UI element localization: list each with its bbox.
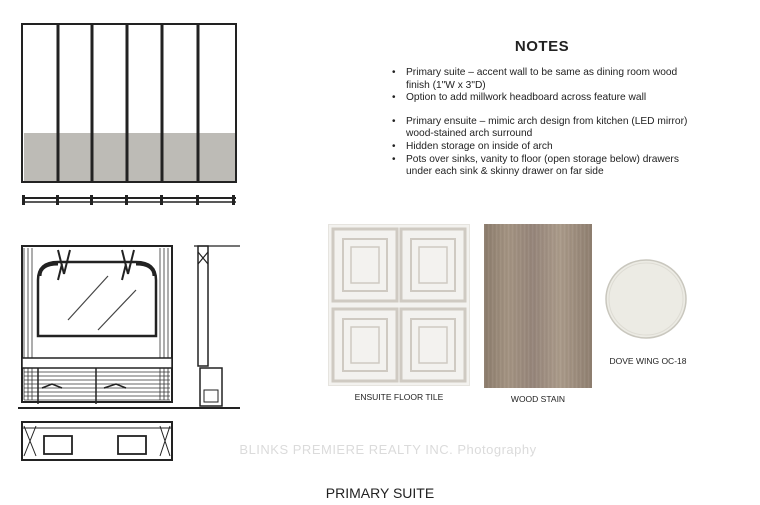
note-item: • Primary suite – accent wall to be same as dining room wood finish (1"W x 3"D) [406, 67, 692, 92]
paint-caption: DOVE WING OC-18 [609, 356, 687, 366]
note-item: • Hidden storage on inside of arch [406, 141, 692, 154]
page-title: PRIMARY SUITE [325, 485, 435, 501]
tile-caption: ENSUITE FLOOR TILE [354, 392, 444, 402]
tile-pattern [329, 225, 469, 385]
wood-stain-swatch [484, 224, 592, 388]
wood-grain-texture [484, 224, 592, 388]
note-item: • Primary ensuite – mimic arch design from kitchen (LED mirror) wood-stained arch surround [406, 116, 692, 141]
watermark: BLINKS PREMIERE REALTY INC. Photography [239, 442, 537, 457]
accent-wall-sketch [18, 18, 240, 208]
arch-surround [22, 246, 172, 402]
notes-group-ensuite [392, 116, 692, 179]
vanity-sketch [18, 240, 243, 465]
notes-group-suite [392, 67, 692, 105]
stain-caption: WOOD STAIN [510, 394, 566, 404]
notes-title: NOTES [514, 38, 570, 55]
note-item: • Option to add millwork headboard across feature wall [406, 92, 692, 105]
note-item: • Pots over sinks, vanity to floor (open storage below) drawers under each sink & skinny drawer on far side [406, 154, 692, 179]
wall-shaded-band [24, 133, 236, 181]
paint-swatch [604, 258, 688, 340]
floor-tile-swatch [328, 224, 470, 386]
notes-section [392, 38, 692, 190]
arched-mirror [38, 262, 156, 336]
